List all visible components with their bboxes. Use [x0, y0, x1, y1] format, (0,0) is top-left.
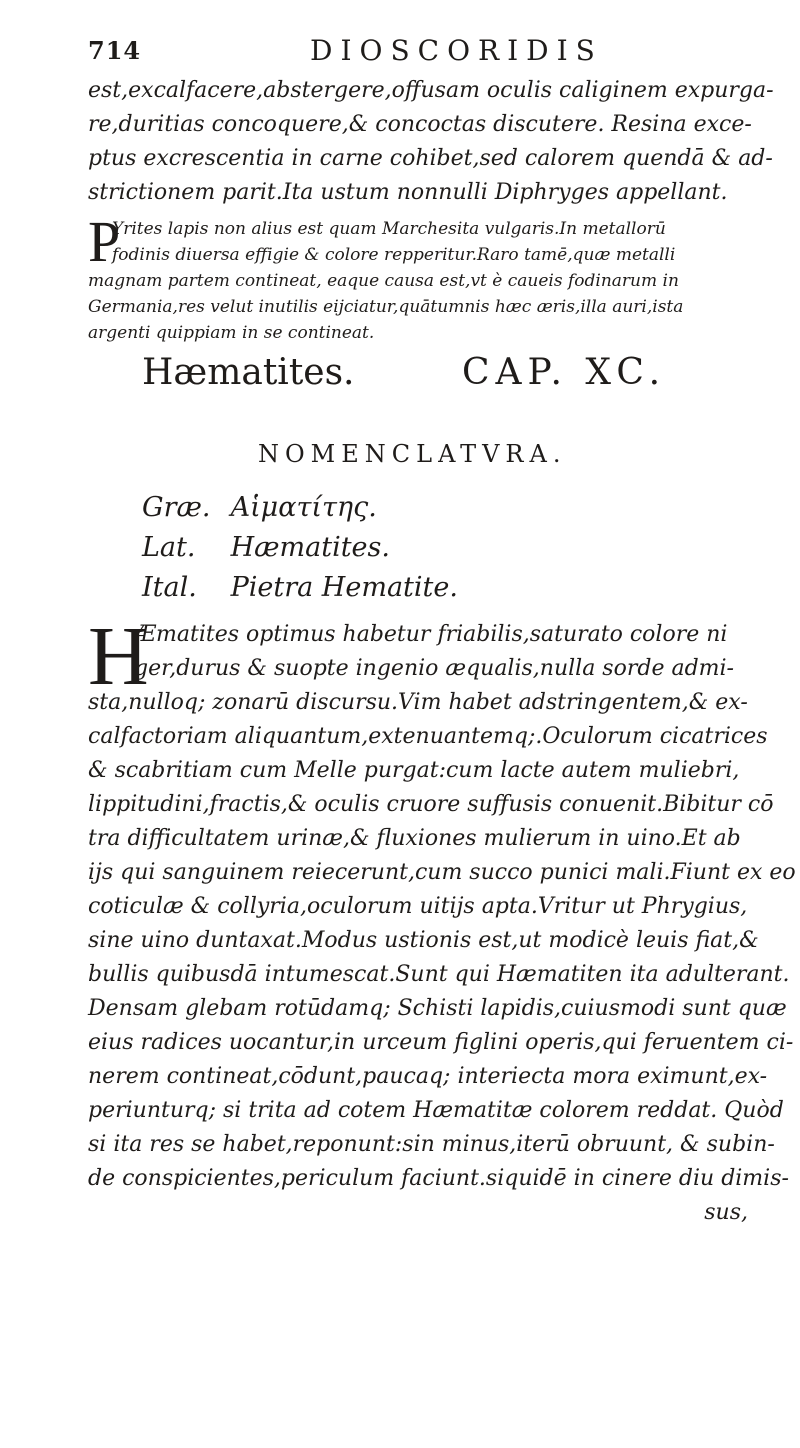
- nomenclature-entry: [142, 492, 377, 523]
- text-line: lippitudini,fractis,& oculis cruore suffusis conuenit.Bibitur cō: [88, 792, 774, 817]
- text-line: sine uino duntaxat.Modus ustionis est,ut modicè leuis fiat,&: [88, 928, 759, 953]
- text-line: argenti quippiam in se contineat.: [88, 323, 375, 343]
- text-line: eius radices uocantur,in urceum figlini operis,qui feruentem ci-: [88, 1030, 794, 1055]
- page-number: 714: [88, 36, 142, 65]
- nomenclature-language: Græ.: [142, 492, 211, 523]
- main-paragraph: [88, 610, 796, 1230]
- drop-cap-p: P: [88, 209, 121, 274]
- text-line: coticulæ & collyria,oculorum uitijs apta.Vritur ut Phrygius,: [88, 894, 748, 919]
- text-line: si ita res se habet,reponunt:sin minus,iterū obruunt, & subin-: [88, 1132, 775, 1157]
- text-line: Densam glebam rotūdamq; Schisti lapidis,cuiusmodi sunt quæ: [88, 996, 787, 1021]
- text-line: ger,durus & suopte ingenio æqualis,nulla sorde admi-: [134, 656, 734, 681]
- text-line: de conspicientes,periculum faciunt.siquidē in cinere diu dimis-: [88, 1166, 789, 1191]
- text-line: nerem contineat,cōdunt,paucaq; interiecta mora eximunt,ex-: [88, 1064, 768, 1089]
- nomenclature-term: Pietra Hematite.: [230, 572, 458, 603]
- text-line: ptus excrescentia in carne cohibet,sed calorem quendā & ad-: [88, 146, 773, 171]
- text-line: Æmatites optimus habetur friabilis,saturato colore ni: [134, 622, 728, 647]
- chapter-name: Hæmatites.: [142, 352, 355, 393]
- text-line: bullis quibusdā intumescat.Sunt qui Hæmatiten ita adulterant.: [88, 962, 790, 987]
- text-line: calfactoriam aliquantum,extenuantemq;.Oculorum cicatrices: [88, 724, 768, 749]
- text-line: ijs qui sanguinem reiecerunt,cum succo punici mali.Fiunt ex eo: [88, 860, 796, 885]
- nomenclature-term: Αἱματίτης.: [230, 492, 377, 523]
- nomenclature-entry: [142, 572, 458, 603]
- text-line: magnam partem contineat, eaque causa est,vt è caueis fodinarum in: [88, 271, 679, 291]
- text-line: sta,nulloq; zonarū discursu.Vim habet adstringentem,& ex-: [88, 690, 748, 715]
- page-header: [88, 34, 708, 74]
- running-title: DIOSCORIDIS: [310, 34, 603, 67]
- chapter-heading: [142, 352, 742, 408]
- nomenclature-heading: NOMENCLATVRA.: [258, 440, 567, 468]
- nomenclature-language: Ital.: [142, 572, 197, 603]
- pyrites-paragraph: [88, 209, 788, 346]
- text-line: Yrites lapis non alius est quam Marchesita vulgaris.In metallorū: [112, 219, 666, 239]
- nomenclature-term: Hæmatites.: [230, 532, 390, 563]
- top-paragraph: [88, 74, 788, 210]
- text-line: est,excalfacere,abstergere,offusam oculis caliginem expurga-: [88, 78, 774, 103]
- text-line: re,duritias concoquere,& concoctas discutere. Resina exce-: [88, 112, 752, 137]
- text-line: & scabritiam cum Melle purgat:cum lacte autem muliebri,: [88, 758, 740, 783]
- text-line: Germania,res velut inutilis eijciatur,quātumnis hæc æris,illa auri,ista: [88, 297, 684, 317]
- nomenclature-language: Lat.: [142, 532, 196, 563]
- text-line: tra difficultatem urinæ,& fluxiones mulierum in uino.Et ab: [88, 826, 741, 851]
- catchword: sus,: [704, 1200, 748, 1225]
- drop-cap-h: H: [88, 610, 149, 703]
- chapter-number: CAP. XC.: [462, 352, 667, 393]
- nomenclature-entry: [142, 532, 390, 563]
- text-line: strictionem parit.Ita ustum nonnulli Diphryges appellant.: [88, 180, 728, 205]
- text-line: periunturq; si trita ad cotem Hæmatitæ colorem reddat. Quòd: [88, 1098, 784, 1123]
- text-line: fodinis diuersa effigie & colore repperitur.Raro tamē,quæ metalli: [112, 245, 676, 265]
